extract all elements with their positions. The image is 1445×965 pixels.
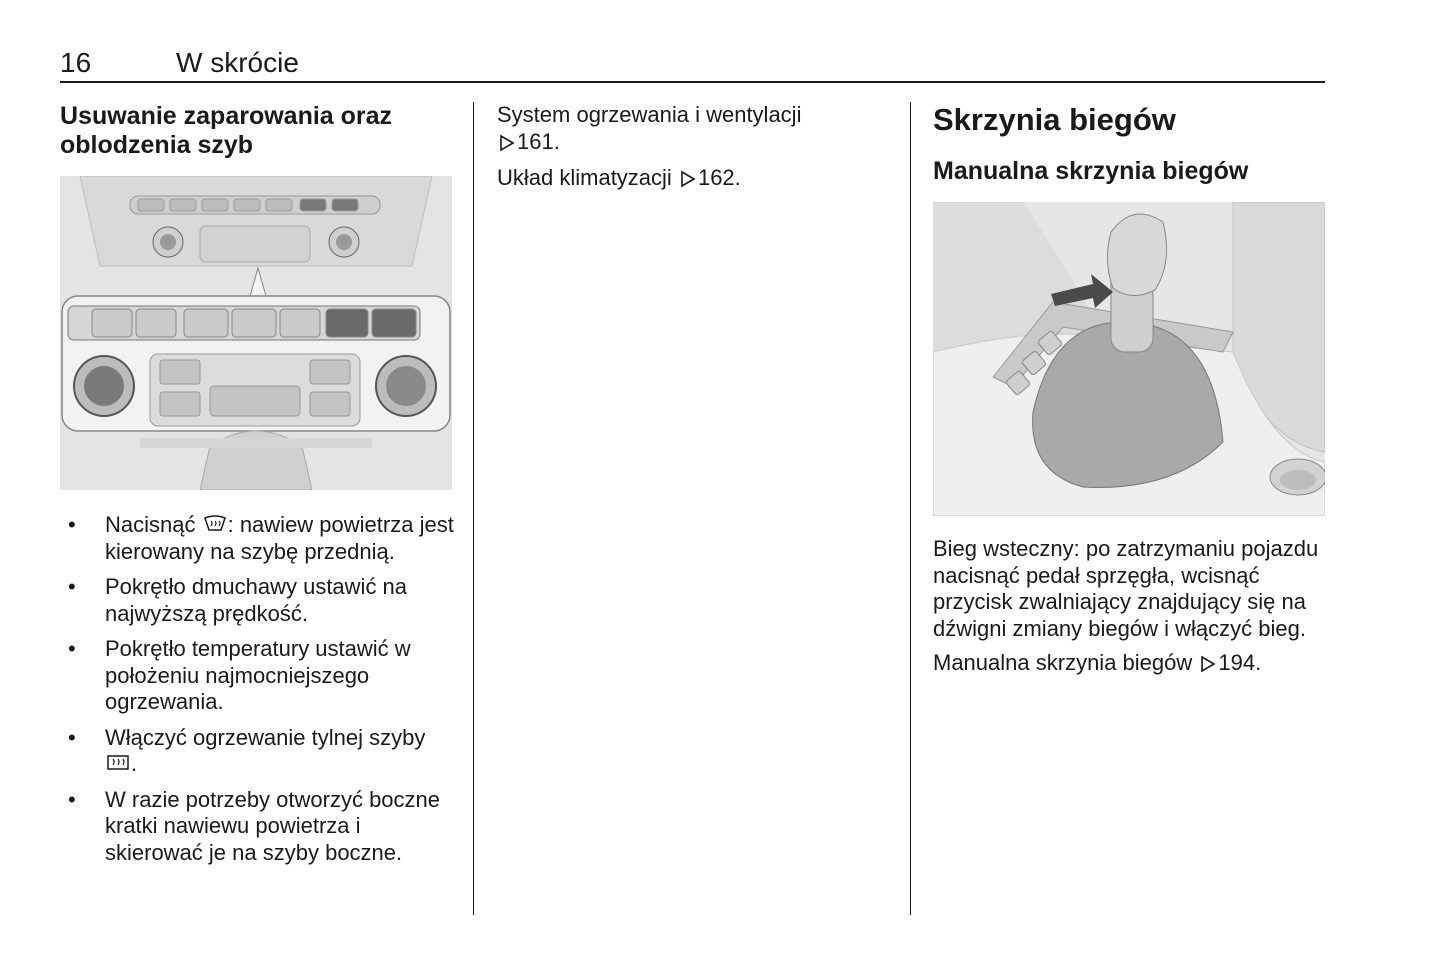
- column-divider: [473, 102, 474, 915]
- reference-arrow-icon: [680, 170, 696, 188]
- reference-page: 161.: [517, 128, 560, 154]
- column-right: [933, 102, 1328, 677]
- step-text: W razie potrzeby otworzyć boczne kratki nawiewu powietrza i skierować je na szyby boczne.: [105, 786, 441, 865]
- bullet: •: [68, 636, 76, 661]
- list-item: [60, 512, 455, 565]
- windshield-defrost-icon: [204, 515, 226, 535]
- cross-reference[interactable]: [933, 650, 1328, 677]
- reference-label: System ogrzewania i wentylacji: [497, 102, 802, 127]
- step-text: .: [131, 751, 138, 776]
- reference-label: Układ klimatyzacji: [497, 165, 672, 190]
- list-item: [60, 725, 455, 778]
- cross-reference[interactable]: [497, 102, 892, 155]
- defog-steps: [60, 512, 455, 866]
- bullet: •: [68, 724, 76, 750]
- page-number: 16: [60, 47, 92, 78]
- column-left: [60, 102, 455, 875]
- column-middle: [497, 102, 892, 192]
- gearbox-title: Skrzynia biegów: [933, 102, 1176, 137]
- step-text: : nawiew powietrza jest kierowany na szybę przednią.: [105, 512, 454, 564]
- climate-panel-illustration: [60, 176, 452, 490]
- cross-reference[interactable]: [497, 165, 892, 192]
- reverse-gear-paragraph: Bieg wsteczny: po zatrzymaniu pojazdu nacisnąć pedał sprzęgła, wcisnąć przycisk zwalniający znajdujący się na dźwigni zmiany biegów i włączyć bieg.: [933, 536, 1319, 641]
- defog-heading: Usuwanie zaparowania oraz oblodzenia szyb: [60, 102, 393, 159]
- step-text: Włączyć ogrzewanie tylnej szyby: [105, 724, 426, 750]
- step-text: Pokrętło dmuchawy ustawić na najwyższą prędkość.: [105, 574, 408, 626]
- rear-window-heating-icon: [107, 754, 129, 774]
- bullet: •: [68, 574, 76, 599]
- manual-gearbox-subtitle: Manualna skrzynia biegów: [933, 157, 1249, 185]
- reference-arrow-icon: [1200, 655, 1216, 673]
- page-header: [60, 44, 1325, 83]
- list-item: [60, 787, 455, 867]
- reference-label: Manualna skrzynia biegów: [933, 650, 1193, 675]
- column-divider: [910, 102, 911, 915]
- step-text: Nacisnąć: [105, 512, 202, 537]
- bullet: •: [68, 786, 76, 812]
- bullet: •: [68, 512, 76, 537]
- list-item: [60, 574, 455, 627]
- reference-page: 194.: [1218, 650, 1262, 675]
- reference-page: 162.: [697, 165, 741, 190]
- list-item: [60, 636, 455, 716]
- reference-arrow-icon: [499, 134, 515, 152]
- step-text: Pokrętło temperatury ustawić w położeniu najmocniejszego ogrzewania.: [105, 636, 411, 714]
- section-title: W skrócie: [176, 47, 299, 78]
- gear-lever-illustration: [933, 202, 1325, 516]
